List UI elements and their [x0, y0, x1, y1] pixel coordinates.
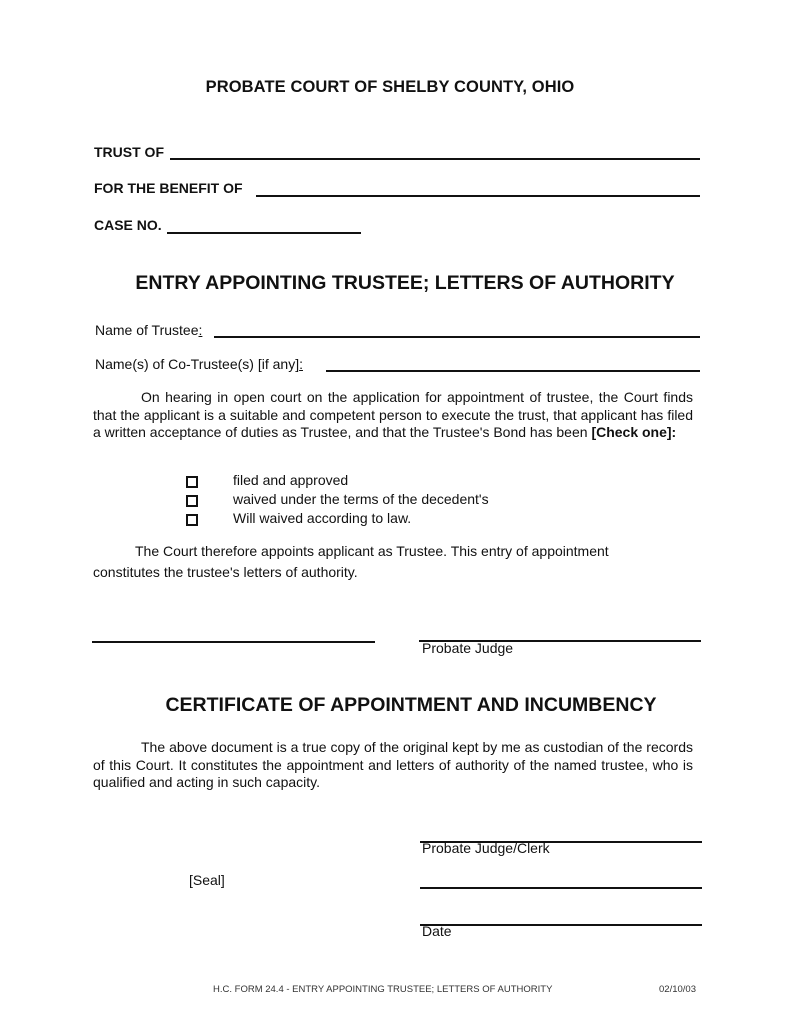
appointment-paragraph — [93, 541, 673, 583]
cotrustee-label — [95, 356, 303, 372]
signature-line-left[interactable] — [92, 641, 375, 643]
case-no-input[interactable] — [169, 216, 359, 232]
judge-signature-label: Probate Judge — [422, 640, 514, 656]
benefit-of-input[interactable] — [258, 179, 699, 195]
case-no-label: CASE NO. — [94, 217, 162, 233]
cotrustee-label-text: Name(s) of Co-Trustee(s) — [95, 356, 258, 372]
court-title: PROBATE COURT OF SHELBY COUNTY, OHIO — [205, 78, 575, 96]
certificate-title: CERTIFICATE OF APPOINTMENT AND INCUMBENCY — [165, 694, 657, 716]
check-one-instruction: [Check one]: — [591, 424, 677, 440]
certificate-paragraph — [93, 739, 693, 792]
benefit-of-label: FOR THE BENEFIT OF — [94, 180, 243, 196]
appointment-text: The Court therefore appoints applicant as Trustee. This entry of appointment constitutes the trustee's letters of authority. — [93, 543, 609, 580]
trustee-name-input[interactable] — [216, 321, 698, 337]
checkbox-waived-under-terms[interactable] — [186, 495, 198, 507]
cotrustee-underline — [326, 370, 700, 372]
trustee-name-colon: : — [198, 322, 203, 338]
bond-option-label: waived under the terms of the decedent's — [233, 491, 489, 507]
seal-label: [Seal] — [189, 872, 225, 888]
cotrustee-input[interactable] — [328, 355, 698, 371]
trustee-name-label — [95, 322, 202, 338]
checkbox-filed-and-approved[interactable] — [186, 476, 198, 488]
clerk-signature-label: Probate Judge/Clerk — [422, 840, 550, 856]
checkbox-waived-by-law[interactable] — [186, 514, 198, 526]
bond-option-label: Will waived according to law. — [233, 510, 412, 526]
case-no-underline — [167, 232, 361, 234]
trust-of-label: TRUST OF — [94, 144, 164, 160]
entry-title: ENTRY APPOINTING TRUSTEE; LETTERS OF AUTHORITY — [135, 272, 675, 294]
certificate-text: The above document is a true copy of the original kept by me as custodian of the records of this Court. It constitutes the appointment and letters of authority of the named trustee, who is qualified and acting in such capacity. — [93, 739, 693, 790]
footer-form-id: H.C. FORM 24.4 - ENTRY APPOINTING TRUSTEE; LETTERS OF AUTHORITY — [213, 984, 553, 995]
trustee-name-label-text: Name of Trustee — [95, 322, 199, 338]
footer-revision-date: 02/10/03 — [659, 984, 696, 995]
cotrustee-qualifier: [if any] — [257, 356, 300, 372]
cotrustee-colon: : — [299, 356, 303, 372]
findings-text: On hearing in open court on the application for appointment of trustee, the Court finds that the applicant is a suitable and competent person to execute the trust, that applicant has filed a written acceptance of duties as Trustee, and that the Trustee's Bond has been — [93, 389, 693, 440]
bond-option-label: filed and approved — [233, 472, 349, 488]
benefit-of-underline — [256, 195, 700, 197]
findings-paragraph — [93, 389, 693, 442]
trust-of-underline — [170, 158, 700, 160]
trust-of-input[interactable] — [172, 143, 699, 159]
trustee-name-underline — [214, 336, 700, 338]
date-line[interactable] — [420, 924, 702, 926]
date-label: Date — [422, 923, 452, 939]
seal-signature-line[interactable] — [420, 887, 702, 889]
